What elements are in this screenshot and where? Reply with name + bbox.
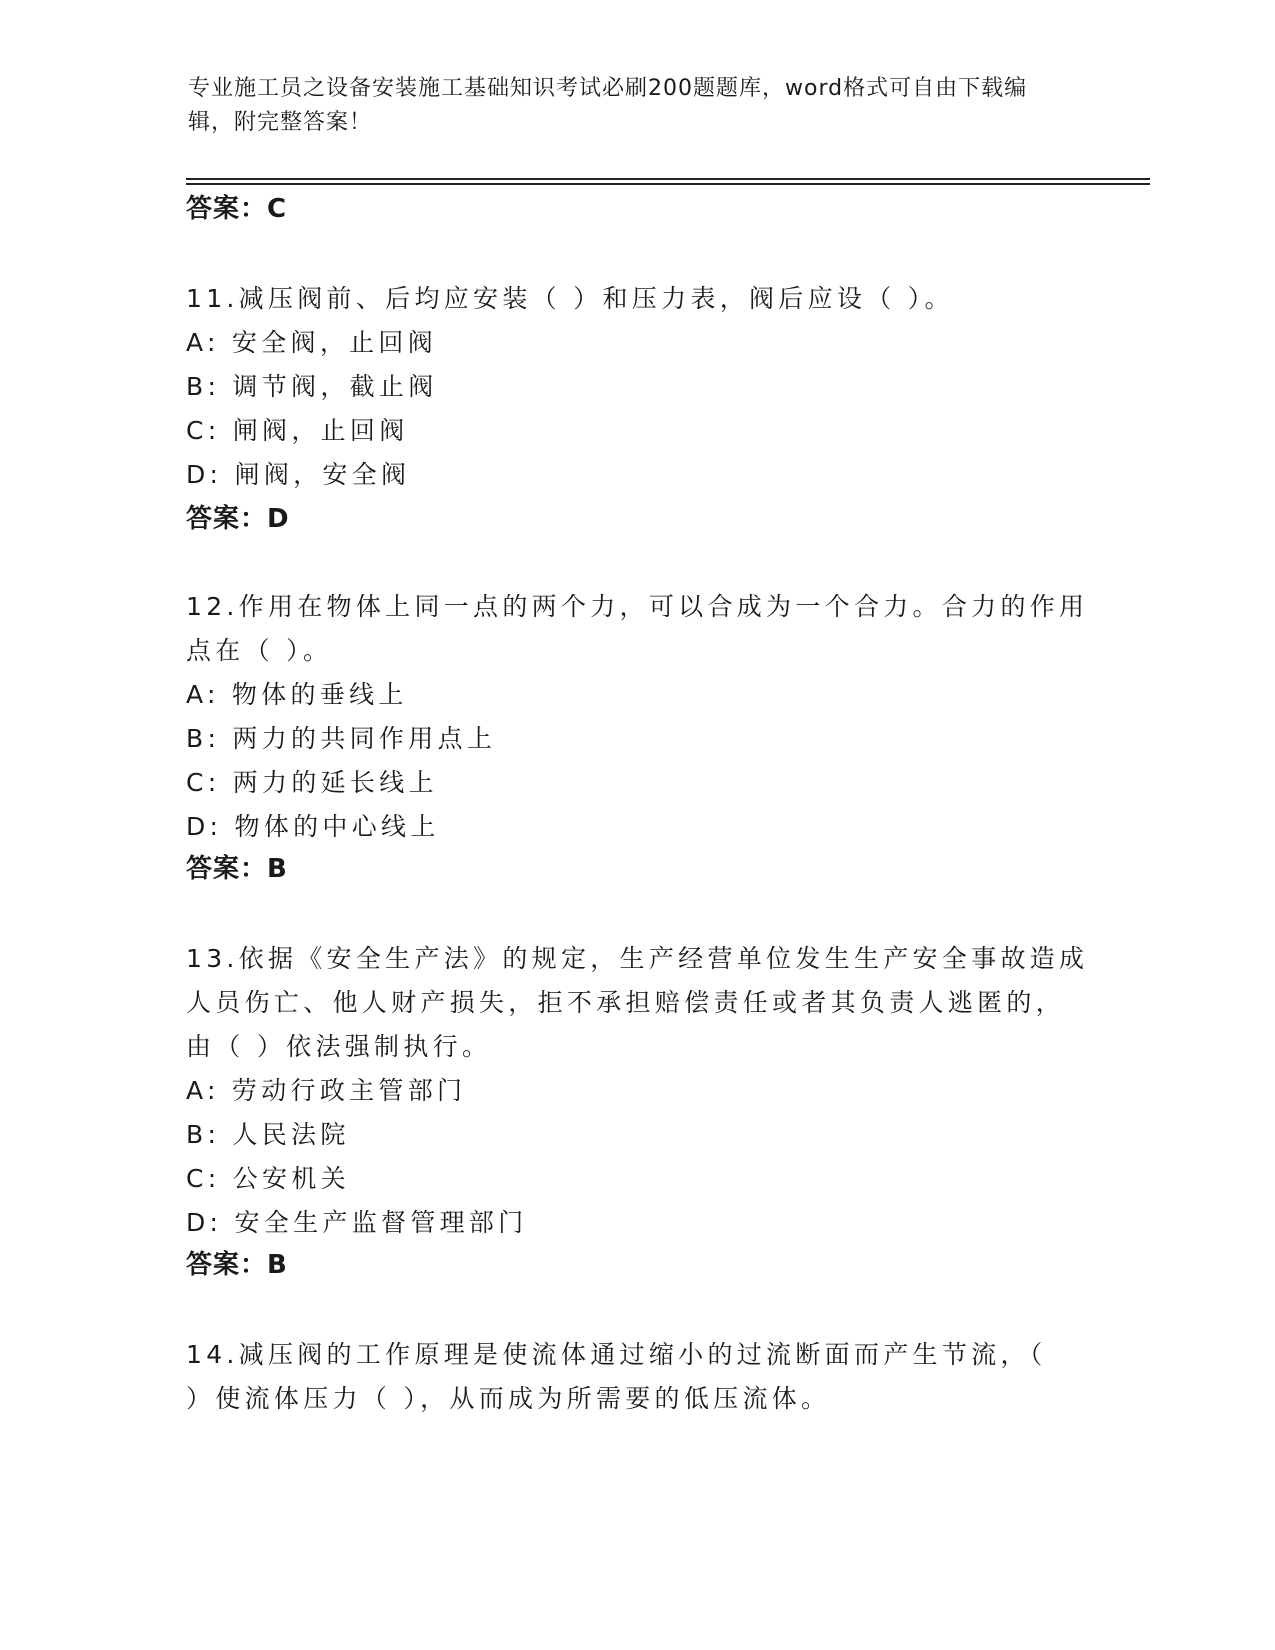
q11-option-c: C: 闸阀，止回阀	[186, 416, 409, 445]
q13-option-b: B: 人民法院	[186, 1120, 350, 1149]
q13-stem-line2: 人员伤亡、他人财产损失，拒不承担赔偿责任或者其负责人逃匿的，	[186, 988, 1066, 1017]
header-rule-top	[186, 178, 1150, 180]
q13-stem-line1: 13.依据《安全生产法》的规定，生产经营单位发生生产安全事故造成	[186, 944, 1089, 973]
q13-option-c: C: 公安机关	[186, 1164, 350, 1193]
q12-option-a: A: 物体的垂线上	[186, 680, 408, 709]
q14-stem-line2: ）使流体压力（ ），从而成为所需要的低压流体。	[186, 1384, 831, 1413]
answer-q11: 答案：D	[186, 504, 290, 534]
q11-stem: 11.减压阀前、后均应安装（ ）和压力表，阀后应设（ ）。	[186, 284, 954, 313]
header-rule-bottom	[186, 183, 1150, 185]
q11-option-a: A: 安全阀，止回阀	[186, 328, 438, 357]
q11-option-b: B: 调节阀，截止阀	[186, 372, 438, 401]
q12-option-c: C: 两力的延长线上	[186, 768, 438, 797]
document-header: 专业施工员之设备安装施工基础知识考试必刷200题题库，word格式可自由下载编辑，附完整答案！	[188, 76, 1028, 135]
q13-option-d: D: 安全生产监督管理部门	[186, 1208, 528, 1237]
q12-stem-line1: 12.作用在物体上同一点的两个力，可以合成为一个合力。合力的作用	[186, 592, 1089, 621]
q12-option-b: B: 两力的共同作用点上	[186, 724, 497, 753]
q12-stem-line2: 点在（ ）。	[186, 636, 333, 665]
q12-option-d: D: 物体的中心线上	[186, 812, 440, 841]
answer-q12: 答案：B	[186, 854, 288, 884]
q11-option-d: D: 闸阀，安全阀	[186, 460, 411, 489]
q14-stem-line1: 14.减压阀的工作原理是使流体通过缩小的过流断面而产生节流，（	[186, 1340, 1047, 1369]
answer-q10: 答案：C	[186, 194, 288, 224]
q13-option-a: A: 劳动行政主管部门	[186, 1076, 467, 1105]
q13-stem-line3: 由（ ）依法强制执行。	[186, 1032, 492, 1061]
answer-q13: 答案：B	[186, 1250, 288, 1280]
